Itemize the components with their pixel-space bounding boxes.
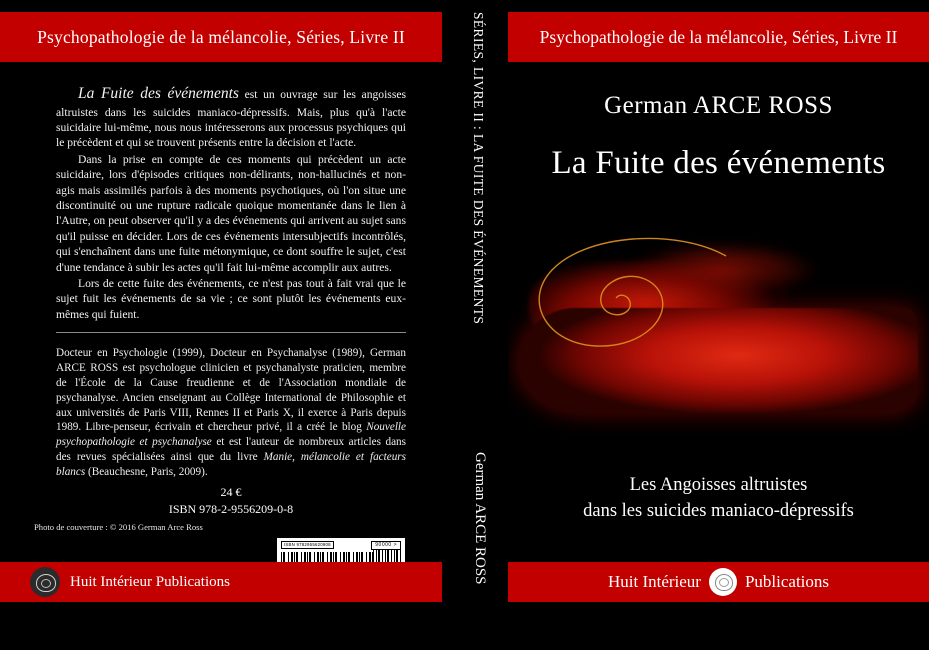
back-cover-divider bbox=[56, 332, 406, 333]
barcode-isbn-label: ISBN 9782955620908 bbox=[281, 541, 334, 549]
subtitle-line-2: dans les suicides maniaco-dépressifs bbox=[583, 501, 854, 522]
author-bio bbox=[56, 346, 406, 480]
back-cover-series-title: Psychopathologie de la mélancolie, Séries, Livre II bbox=[37, 26, 405, 47]
isbn: ISBN 978-2-9556209-0-8 bbox=[168, 502, 294, 517]
price-and-isbn bbox=[56, 484, 406, 519]
publisher-suffix-front: Publications bbox=[744, 572, 830, 591]
bio-book-title: Manie, mélancolie et facteurs blancs bbox=[56, 451, 406, 479]
back-cover-blurb bbox=[56, 84, 406, 322]
cover-artwork bbox=[508, 230, 929, 470]
blurb-paragraph-1-rest: est un ouvrage sur les angoisses altruistes dans les suicides maniaco-dépressifs. Mais, plus qu'à l'acte suicidaire lui-même, nous nous intéresserons aux processus psychiques qui le précèdent et qui se trouvent présents entre la décision et l'acte. bbox=[56, 88, 406, 150]
spine-author: German ARCE ROSS bbox=[472, 452, 488, 585]
barcode-header bbox=[281, 541, 401, 550]
bio-part-1: Docteur en Psychologie (1999), Docteur en Psychanalyse (1989), German ARCE ROSS est psychologue clinicien et psychanalyste praticien, membre de l'École de la Cause freudienne et de l'Association mondiale de psychanalyse. Ancien enseignant au Collège International de Philosophie et aux universités de Paris VIII, Rennes II et Paris X, il exerce à Paris depuis 1989. Libre-penseur, écrivain et chercheur privé, il a créé le blog bbox=[56, 347, 406, 434]
blurb-book-title: La Fuite des événements bbox=[78, 85, 239, 102]
front-cover-subtitle bbox=[508, 472, 929, 525]
front-cover-series-title: Psychopathologie de la mélancolie, Séries, Livre II bbox=[539, 26, 898, 47]
spiral-icon bbox=[526, 236, 736, 356]
spine-series-title: SÉRIES, LIVRE II : LA FUITE DES ÉVÉNEMENTS bbox=[471, 12, 486, 325]
blurb-paragraph-1 bbox=[56, 84, 406, 151]
front-cover-title: La Fuite des événements bbox=[551, 145, 886, 181]
publisher-logo-icon-front bbox=[709, 568, 737, 596]
back-cover-publisher bbox=[30, 562, 330, 602]
bio-part-3: (Beauchesne, Paris, 2009). bbox=[85, 466, 208, 479]
subtitle-line-1: Les Angoisses altruistes bbox=[629, 475, 808, 495]
blurb-paragraph-3: Lors de cette fuite des événements, ce n'est pas tout à fait vrai que le sujet fuit les événements de sa vie ; ce sont plutôt les événements eux-mêmes qui fuient. bbox=[56, 277, 406, 321]
bio-blog-title: Nouvelle psychopathologie et psychanalyse bbox=[56, 421, 406, 449]
spine-panel bbox=[442, 0, 508, 650]
barcode-addon-value: 90000 > bbox=[371, 541, 401, 550]
publisher-logo-icon bbox=[30, 567, 60, 597]
blurb-paragraph-2: Dans la prise en compte de ces moments qui précèdent un acte suicidaire, lors d'épisodes critiques non-délirants, non-hallucinés et non-agis mais assimilés parfois à des moments psychotiques, où l'on situe une discontinuité ou une rupture radicale quoique momentanée dans le lien à l'Autre, on peut observer qu'il y a des événements qui arrivent au sujet sans qu'il puisse en décider. Lors de ces événements intersubjectifs incontrôlés, qui s'enchaînent dans une fuite métonymique, ce dont souffre le sujet, c'est d'une tendance à subir les actes qu'il fait lui-même accomplir aux autres. bbox=[56, 152, 406, 274]
photo-credit: Photo de couverture : © 2016 German Arce Ross bbox=[34, 522, 203, 532]
publisher-name-back: Huit Intérieur Publications bbox=[70, 573, 230, 590]
price: 24 € bbox=[220, 485, 242, 499]
front-cover-author: German ARCE ROSS bbox=[604, 92, 833, 119]
bio-part-2: et est l'auteur de nombreux articles dans des revues spécialisées ainsi que du livre bbox=[56, 436, 406, 464]
front-cover-publisher bbox=[508, 562, 929, 602]
publisher-name-front: Huit Intérieur bbox=[607, 572, 701, 591]
back-cover-panel bbox=[0, 0, 442, 650]
